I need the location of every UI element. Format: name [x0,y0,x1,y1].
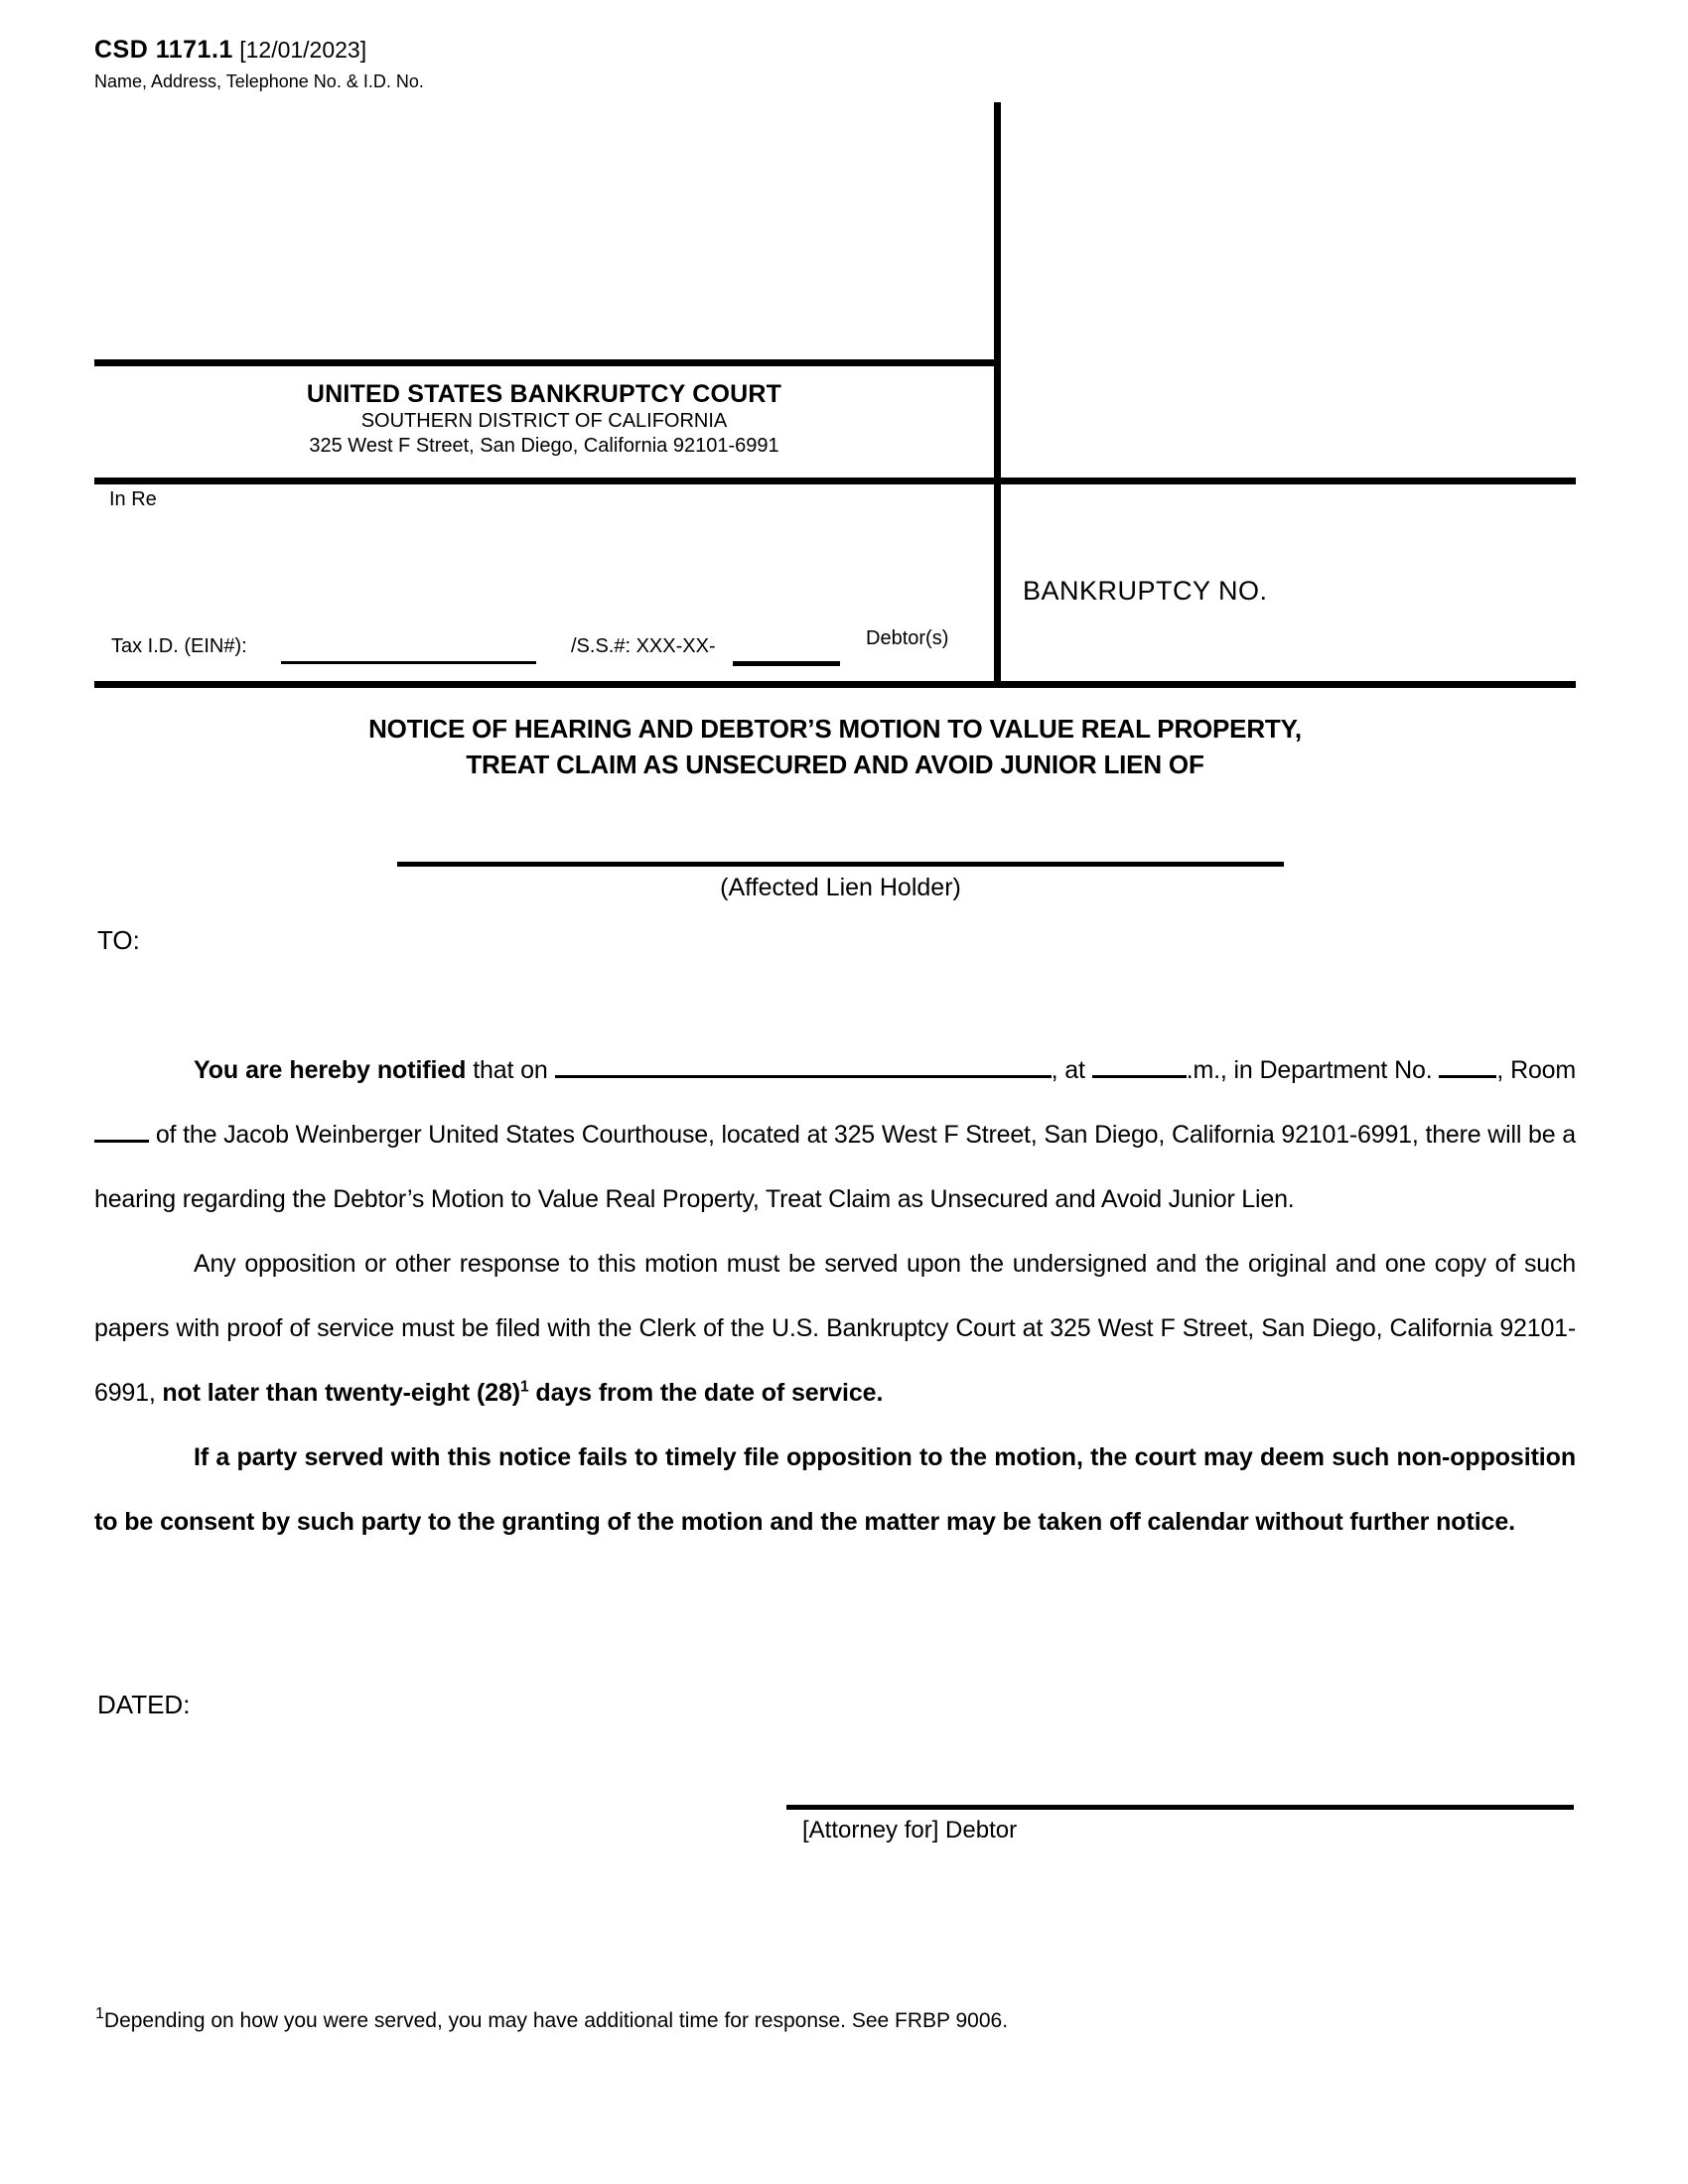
p3-warning-bold: If a party served with this notice fails to timely file opposition to the motion, the court may deem such non-opposition to be consent by such party to the granting of the motion and the matter may be taken off calendar without further notice. [94,1443,1576,1536]
debtors-label: Debtor(s) [866,627,949,649]
notice-body [94,1038,1576,1555]
footnote-reference: 1 [520,1378,529,1396]
hearing-time-blank[interactable] [1092,1073,1187,1078]
tax-id-label: Tax I.D. (EIN#): [111,635,247,657]
caption-box-bottom-rule [94,681,1576,688]
bankruptcy-number-label: BANKRUPTCY NO. [1023,576,1268,606]
room-number-blank[interactable] [94,1138,149,1143]
ssn-last-digits-blank[interactable] [733,631,840,666]
form-number: CSD 1171.1 [94,36,233,64]
paragraph-non-opposition-warning [94,1426,1576,1555]
filer-info-caption: Name, Address, Telephone No. & I.D. No. [94,71,424,91]
form-revision-date: [12/01/2023] [232,37,367,63]
footnote-marker: 1 [95,2005,104,2022]
ssn-label: /S.S.#: XXX-XX- [571,635,716,657]
p1-room: , Room [1496,1056,1577,1084]
court-address: 325 West F Street, San Diego, California 92101-6991 [309,435,779,457]
footnote [95,2005,1008,2033]
p2-deadline-bold: not later than twenty-eight (28) [162,1379,521,1407]
notified-bold-lead: You are hereby notified [194,1056,467,1084]
p1-that-on: that on [466,1056,555,1084]
p2-text: Any opposition or other response to this motion must be served upon the undersigned and the original and one copy of such papers with proof of service must be filed with the Clerk of the U.S. Bankruptcy Court at 325 West F Street, San Diego, California 92101-6991, [94,1250,1576,1407]
p1-at: , at [1051,1056,1092,1084]
paragraph-hearing-notice [94,1038,1576,1232]
caption-box-vertical-divider [994,102,1001,688]
attorney-signature-blank[interactable] [786,1805,1574,1810]
court-name: UNITED STATES BANKRUPTCY COURT [306,380,782,408]
document-title-line2: TREAT CLAIM AS UNSECURED AND AVOID JUNIOR LIEN OF [466,750,1204,779]
footnote-text: Depending on how you were served, you may have additional time for response. See FRBP 9006. [103,2009,1009,2032]
form-id-header [94,36,366,65]
paragraph-opposition-requirements [94,1232,1576,1426]
attorney-signature-caption: [Attorney for] Debtor [802,1817,1018,1843]
court-district: SOUTHERN DISTRICT OF CALIFORNIA [360,410,728,432]
in-re-label: In Re [109,488,157,510]
document-title [94,711,1576,782]
lien-holder-caption: (Affected Lien Holder) [720,874,961,901]
document-title-line1: NOTICE OF HEARING AND DEBTOR’S MOTION TO VALUE REAL PROPERTY, [368,714,1302,744]
to-label: TO: [97,925,140,955]
department-number-blank[interactable] [1439,1073,1496,1078]
lien-holder-blank[interactable] [397,862,1284,867]
p1-rest: of the Jacob Weinberger United States Courthouse, located at 325 West F Street, San Diego, California 92101-6991, there will be a hearing regarding the Debtor’s Motion to Value Real Property, Treat Claim as Unsecured and Avoid Junior Lien. [94,1121,1576,1213]
dated-label: DATED: [97,1690,191,1719]
court-heading [94,379,994,459]
ein-number-blank[interactable] [281,635,536,664]
hearing-date-blank[interactable] [555,1073,1052,1078]
p1-department: .m., in Department No. [1186,1056,1440,1084]
p2-deadline-bold-2: days from the date of service. [528,1379,884,1407]
court-heading-top-rule [94,359,994,366]
caption-box-top-rule [94,478,1576,484]
